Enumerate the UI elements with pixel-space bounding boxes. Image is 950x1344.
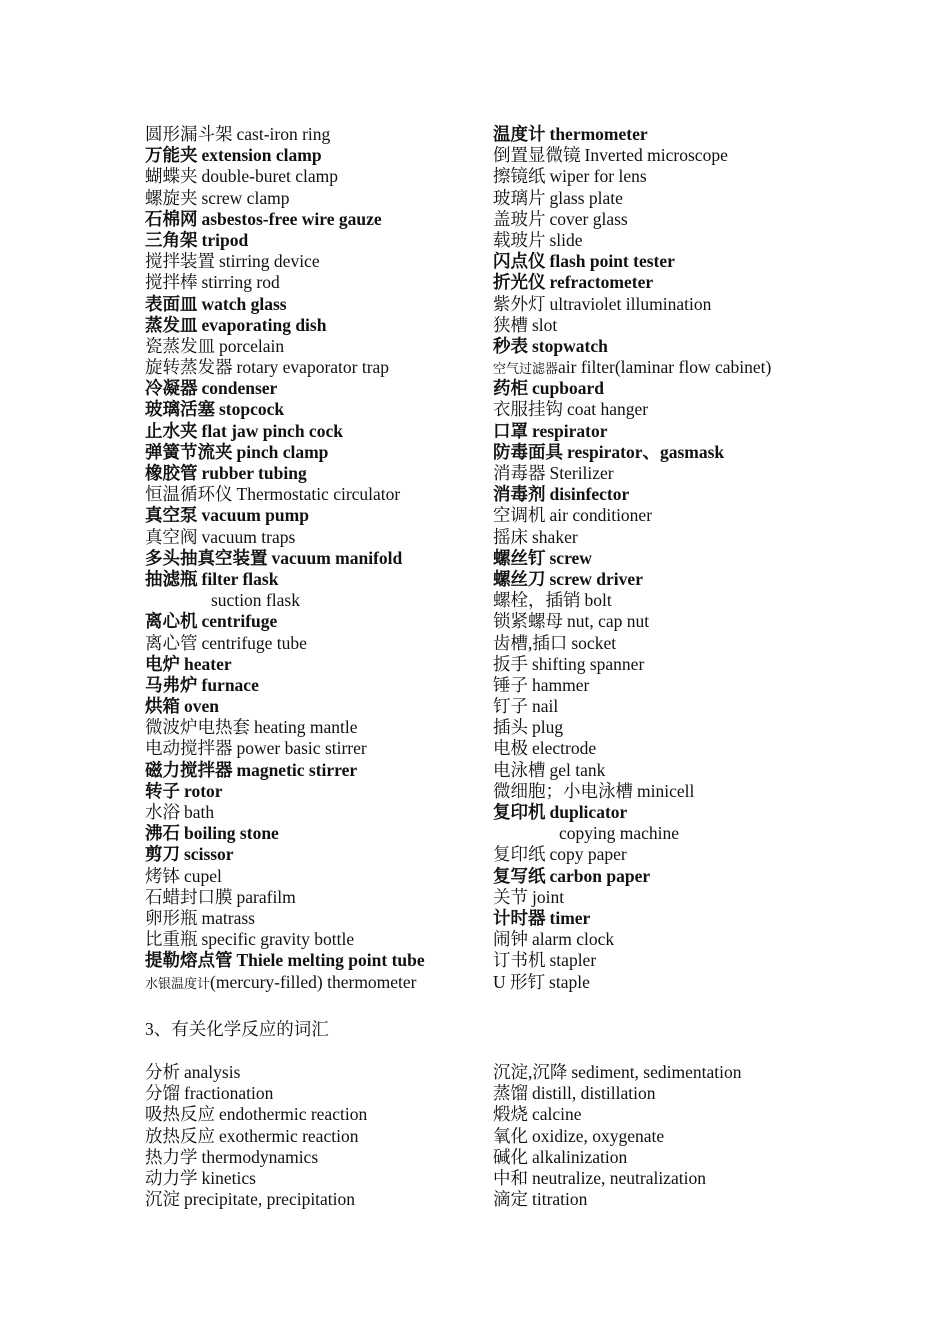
vocab-right-entry bbox=[493, 611, 913, 632]
entry-chinese-term: 玻璃片 bbox=[493, 187, 546, 208]
entry-chinese-term: 空气过滤器 bbox=[493, 361, 559, 377]
entry-english-term: extension clamp bbox=[201, 145, 322, 166]
entry-english-term: centrifuge bbox=[201, 611, 278, 632]
entry-english-term: scissor bbox=[184, 844, 234, 865]
entry-english-term: shifting spanner bbox=[532, 653, 645, 674]
vocab-right-entry bbox=[493, 717, 913, 738]
entry-chinese-term: 防毒面具 bbox=[493, 441, 563, 462]
entry-chinese-term: 搅拌装置 bbox=[145, 251, 215, 272]
entry-english-term: stopwatch bbox=[532, 335, 608, 356]
entry-english-term: flat jaw pinch cock bbox=[201, 420, 343, 441]
vocab-left-entry bbox=[145, 696, 485, 717]
vocab-right-entry bbox=[493, 145, 913, 166]
entry-chinese-term: 关节 bbox=[493, 886, 528, 907]
entry-chinese-term: 沉淀 bbox=[145, 1189, 180, 1210]
vocab-right-entry bbox=[493, 272, 913, 293]
entry-chinese-term: 热力学 bbox=[145, 1146, 198, 1167]
vocab-left-entry bbox=[145, 251, 485, 272]
entry-chinese-term: 真空阀 bbox=[145, 526, 198, 547]
vocab-left-entry bbox=[145, 866, 485, 887]
entry-english-term: Sterilizer bbox=[549, 463, 614, 483]
entry-english-term: cupboard bbox=[532, 378, 604, 399]
entry-english-term: neutralize, neutralization bbox=[532, 1167, 706, 1188]
entry-chinese-term: 石棉网 bbox=[145, 208, 198, 229]
entry-english-term: air conditioner bbox=[549, 505, 653, 526]
entry-english-term: copy paper bbox=[549, 844, 627, 865]
entry-english-term: sediment, sedimentation bbox=[571, 1062, 742, 1082]
entry-english-term: oven bbox=[184, 696, 219, 717]
vocab-column-left bbox=[145, 124, 485, 993]
entry-english-term: shaker bbox=[532, 526, 578, 547]
entry-english-term: timer bbox=[549, 907, 591, 928]
entry-chinese-term: 氧化 bbox=[493, 1125, 528, 1146]
vocab-left-entry bbox=[145, 569, 485, 590]
entry-english-term: stopcock bbox=[219, 399, 285, 420]
entry-chinese-term: 钉子 bbox=[493, 696, 528, 717]
entry-english-term: (mercury-filled) thermometer bbox=[210, 971, 417, 992]
entry-english-term: Thermostatic circulator bbox=[236, 484, 401, 505]
entry-english-term: cupel bbox=[184, 865, 222, 886]
vocab-right-entry bbox=[493, 590, 913, 611]
entry-english-term: stirring rod bbox=[201, 272, 280, 293]
entry-english-term: ultraviolet illumination bbox=[549, 293, 712, 314]
entry-english-term: joint bbox=[532, 886, 565, 907]
reaction-right-entry bbox=[493, 1147, 913, 1168]
entry-chinese-term: 剪刀 bbox=[145, 844, 180, 865]
entry-english-term: duplicator bbox=[549, 802, 628, 822]
entry-english-term: wiper for lens bbox=[549, 166, 647, 187]
entry-chinese-term: 马弗炉 bbox=[145, 674, 198, 695]
entry-chinese-term: 表面皿 bbox=[145, 293, 198, 314]
entry-chinese-term: 微细胞；小电泳槽 bbox=[493, 780, 633, 801]
vocab-right-entry bbox=[493, 972, 913, 993]
vocab-left-entry bbox=[145, 145, 485, 166]
entry-english-term: oxidize, oxygenate bbox=[532, 1125, 665, 1146]
vocab-left-entry bbox=[145, 399, 485, 420]
vocab-left-entry bbox=[145, 527, 485, 548]
entry-chinese-term: 锁紧螺母 bbox=[493, 611, 563, 632]
vocab-left-entry bbox=[145, 336, 485, 357]
reaction-column-left bbox=[145, 1062, 485, 1210]
vocab-right-entry bbox=[493, 823, 913, 844]
vocab-left-entry bbox=[145, 272, 485, 293]
vocab-left-entry bbox=[145, 781, 485, 802]
entry-chinese-term: 吸热反应 bbox=[145, 1104, 215, 1125]
entry-chinese-term: 复写纸 bbox=[493, 865, 546, 886]
entry-chinese-term: 闪点仪 bbox=[493, 251, 546, 272]
vocab-left-entry bbox=[145, 972, 485, 993]
entry-english-term: air filter(laminar flow cabinet) bbox=[558, 357, 772, 378]
entry-chinese-term: 抽滤瓶 bbox=[145, 568, 198, 589]
entry-chinese-term: 卵形瓶 bbox=[145, 907, 198, 928]
entry-english-term: cover glass bbox=[549, 208, 628, 229]
vocab-left-entry bbox=[145, 442, 485, 463]
reaction-left-entry bbox=[145, 1168, 485, 1189]
entry-chinese-term: 橡胶管 bbox=[145, 463, 198, 483]
vocab-right-entry bbox=[493, 484, 913, 505]
reaction-left-entry bbox=[145, 1147, 485, 1168]
vocab-left-entry bbox=[145, 378, 485, 399]
vocab-right-entry bbox=[493, 442, 913, 463]
vocab-left-entry bbox=[145, 760, 485, 781]
entry-english-term: Thiele melting point tube bbox=[236, 950, 425, 971]
vocab-right-entry bbox=[493, 294, 913, 315]
entry-chinese-term: 分馏 bbox=[145, 1083, 180, 1104]
entry-chinese-term: 电极 bbox=[493, 738, 528, 759]
reaction-right-entry bbox=[493, 1104, 913, 1125]
entry-chinese-term: 螺栓，插销 bbox=[493, 590, 581, 611]
vocab-right-entry bbox=[493, 844, 913, 865]
entry-english-term: screw driver bbox=[549, 568, 643, 589]
entry-english-term: flash point tester bbox=[549, 251, 675, 272]
reaction-left-entry bbox=[145, 1062, 485, 1083]
entry-chinese-term: 转子 bbox=[145, 780, 180, 801]
entry-chinese-term: 扳手 bbox=[493, 653, 528, 674]
entry-english-term: minicell bbox=[637, 780, 695, 801]
vocab-left-entry bbox=[145, 654, 485, 675]
entry-chinese-term: 锤子 bbox=[493, 674, 528, 695]
entry-chinese-term: 折光仪 bbox=[493, 272, 546, 293]
vocab-left-entry bbox=[145, 950, 485, 971]
entry-chinese-term: 复印机 bbox=[493, 802, 546, 822]
entry-chinese-term: 电炉 bbox=[145, 653, 180, 674]
entry-english-term: centrifuge tube bbox=[201, 632, 307, 653]
entry-english-term: hammer bbox=[532, 674, 590, 695]
entry-chinese-term: 水银温度计 bbox=[145, 975, 211, 991]
entry-chinese-term: 旋转蒸发器 bbox=[145, 357, 233, 378]
entry-english-term: vacuum traps bbox=[201, 526, 296, 547]
entry-english-term: nut, cap nut bbox=[567, 611, 650, 632]
vocab-left-entry bbox=[145, 929, 485, 950]
entry-english-term: tripod bbox=[201, 229, 249, 250]
entry-english-term: watch glass bbox=[201, 293, 287, 314]
entry-english-term: specific gravity bottle bbox=[201, 929, 355, 950]
entry-english-term: furnace bbox=[201, 674, 259, 695]
entry-chinese-term: 瓷蒸发皿 bbox=[145, 335, 215, 356]
vocab-right-entry bbox=[493, 527, 913, 548]
entry-english-term: copying machine bbox=[559, 823, 680, 844]
vocab-left-entry bbox=[145, 908, 485, 929]
entry-chinese-term: 恒温循环仪 bbox=[145, 484, 233, 505]
entry-english-term: rotor bbox=[184, 780, 223, 801]
vocab-left-entry bbox=[145, 357, 485, 378]
vocab-left-entry bbox=[145, 505, 485, 526]
entry-chinese-term: 螺丝刀 bbox=[493, 568, 546, 589]
vocab-right-entry bbox=[493, 315, 913, 336]
vocab-left-entry bbox=[145, 611, 485, 632]
entry-english-term: titration bbox=[532, 1189, 588, 1210]
reaction-left-entry bbox=[145, 1126, 485, 1147]
entry-chinese-term: 电动搅拌器 bbox=[145, 738, 233, 759]
entry-chinese-term: 滴定 bbox=[493, 1189, 528, 1210]
entry-chinese-term: 微波炉电热套 bbox=[145, 717, 250, 738]
entry-chinese-term: 放热反应 bbox=[145, 1125, 215, 1146]
vocab-right-entry bbox=[493, 357, 913, 378]
entry-english-term: heating mantle bbox=[254, 717, 358, 738]
entry-english-term: boiling stone bbox=[184, 823, 279, 844]
entry-chinese-term: 煅烧 bbox=[493, 1104, 528, 1125]
entry-chinese-term: 离心管 bbox=[145, 632, 198, 653]
entry-chinese-term: 闹钟 bbox=[493, 929, 528, 950]
vocab-right-entry bbox=[493, 696, 913, 717]
entry-chinese-term: 多头抽真空装置 bbox=[145, 547, 268, 568]
entry-chinese-term: 中和 bbox=[493, 1167, 528, 1188]
entry-english-term: kinetics bbox=[201, 1167, 256, 1188]
entry-english-term: matrass bbox=[201, 907, 255, 928]
entry-english-term: power basic stirrer bbox=[236, 738, 367, 759]
entry-chinese-term: 沉淀,沉降 bbox=[493, 1062, 568, 1082]
entry-chinese-term: 消毒器 bbox=[493, 463, 546, 483]
entry-chinese-term: 冷凝器 bbox=[145, 378, 198, 399]
entry-chinese-term: 空调机 bbox=[493, 505, 546, 526]
entry-chinese-term: 狭槽 bbox=[493, 314, 528, 335]
entry-chinese-term: 玻璃活塞 bbox=[145, 399, 215, 420]
vocab-left-entry bbox=[145, 633, 485, 654]
vocab-right-entry bbox=[493, 166, 913, 187]
entry-english-term: respirator bbox=[532, 420, 608, 441]
entry-chinese-term: 倒置显微镜 bbox=[493, 145, 581, 166]
entry-english-term: magnetic stirrer bbox=[236, 759, 358, 780]
entry-english-term: pinch clamp bbox=[236, 441, 329, 462]
vocab-right-entry bbox=[493, 569, 913, 590]
entry-english-term: precipitate, precipitation bbox=[184, 1189, 356, 1210]
entry-english-term: evaporating dish bbox=[201, 314, 327, 335]
vocab-right-entry bbox=[493, 633, 913, 654]
vocab-left-entry bbox=[145, 463, 485, 484]
vocab-left-entry bbox=[145, 421, 485, 442]
vocab-left-entry bbox=[145, 188, 485, 209]
entry-english-term: endothermic reaction bbox=[219, 1104, 368, 1125]
vocab-right-entry bbox=[493, 463, 913, 484]
entry-english-term: bath bbox=[184, 802, 215, 822]
vocab-right-entry bbox=[493, 929, 913, 950]
entry-english-term: glass plate bbox=[549, 187, 623, 208]
vocab-right-entry bbox=[493, 421, 913, 442]
entry-chinese-term: 圆形漏斗架 bbox=[145, 124, 233, 144]
vocab-left-entry bbox=[145, 675, 485, 696]
vocab-left-entry bbox=[145, 590, 485, 611]
entry-english-term: calcine bbox=[532, 1104, 582, 1125]
reaction-left-entry bbox=[145, 1083, 485, 1104]
entry-english-term: stirring device bbox=[219, 251, 320, 272]
entry-chinese-term: 紫外灯 bbox=[493, 293, 546, 314]
entry-chinese-term: 载玻片 bbox=[493, 229, 546, 250]
vocab-left-entry bbox=[145, 124, 485, 145]
entry-english-term: electrode bbox=[532, 738, 597, 759]
reaction-right-entry bbox=[493, 1126, 913, 1147]
vocab-right-entry bbox=[493, 399, 913, 420]
vocab-right-entry bbox=[493, 124, 913, 145]
entry-english-term: slot bbox=[532, 314, 558, 335]
entry-chinese-term: 口罩 bbox=[493, 420, 528, 441]
entry-english-term: disinfector bbox=[549, 484, 630, 505]
vocab-left-entry bbox=[145, 315, 485, 336]
entry-english-term: Inverted microscope bbox=[584, 145, 728, 166]
vocab-left-entry bbox=[145, 484, 485, 505]
entry-english-term: filter flask bbox=[201, 568, 279, 589]
entry-english-term: screw clamp bbox=[201, 187, 290, 208]
entry-chinese-term: 蝴蝶夹 bbox=[145, 166, 198, 187]
entry-chinese-term: 提勒熔点管 bbox=[145, 950, 233, 971]
reaction-column-right bbox=[493, 1062, 913, 1210]
entry-chinese-term: 万能夹 bbox=[145, 145, 198, 166]
entry-english-term: slide bbox=[549, 229, 583, 250]
entry-english-term: nail bbox=[532, 696, 559, 717]
entry-english-term: vacuum pump bbox=[201, 505, 309, 526]
entry-chinese-term: 蒸发皿 bbox=[145, 314, 198, 335]
entry-english-term: screw bbox=[549, 547, 592, 568]
vocab-right-entry bbox=[493, 209, 913, 230]
vocab-right-entry bbox=[493, 887, 913, 908]
entry-chinese-term: 分析 bbox=[145, 1062, 180, 1082]
reaction-left-entry bbox=[145, 1104, 485, 1125]
entry-chinese-term: 摇床 bbox=[493, 526, 528, 547]
entry-chinese-term: 比重瓶 bbox=[145, 929, 198, 950]
entry-chinese-term: 烘箱 bbox=[145, 696, 180, 717]
vocab-right-entry bbox=[493, 505, 913, 526]
entry-chinese-term: 螺旋夹 bbox=[145, 187, 198, 208]
entry-english-term: coat hanger bbox=[567, 399, 649, 420]
entry-chinese-term: 弹簧节流夹 bbox=[145, 441, 233, 462]
reaction-right-entry bbox=[493, 1062, 913, 1083]
entry-chinese-term: 擦镜纸 bbox=[493, 166, 546, 187]
vocab-left-entry bbox=[145, 294, 485, 315]
vocab-right-entry bbox=[493, 378, 913, 399]
vocab-left-entry bbox=[145, 166, 485, 187]
entry-chinese-term: 温度计 bbox=[493, 124, 546, 144]
vocab-left-entry bbox=[145, 887, 485, 908]
entry-chinese-term: 三角架 bbox=[145, 229, 198, 250]
entry-chinese-term: 石蜡封口膜 bbox=[145, 886, 233, 907]
entry-english-term: respirator、gasmask bbox=[567, 441, 725, 462]
vocab-left-entry bbox=[145, 823, 485, 844]
entry-english-term: staple bbox=[549, 971, 590, 992]
entry-english-term: exothermic reaction bbox=[219, 1125, 359, 1146]
vocab-right-entry bbox=[493, 230, 913, 251]
entry-english-term: vacuum manifold bbox=[271, 547, 403, 568]
entry-chinese-term: 蒸馏 bbox=[493, 1083, 528, 1104]
entry-english-term: thermodynamics bbox=[201, 1146, 319, 1167]
reaction-right-entry bbox=[493, 1168, 913, 1189]
entry-english-term: rotary evaporator trap bbox=[236, 357, 390, 378]
entry-english-term: suction flask bbox=[211, 590, 300, 611]
vocab-left-entry bbox=[145, 230, 485, 251]
vocab-left-entry bbox=[145, 717, 485, 738]
vocab-right-entry bbox=[493, 675, 913, 696]
vocab-right-entry bbox=[493, 802, 913, 823]
reaction-right-entry bbox=[493, 1189, 913, 1210]
reaction-right-entry bbox=[493, 1083, 913, 1104]
entry-english-term: condenser bbox=[201, 378, 278, 399]
entry-english-term: asbestos-free wire gauze bbox=[201, 208, 382, 229]
entry-english-term: alarm clock bbox=[532, 929, 615, 950]
entry-chinese-term: 动力学 bbox=[145, 1167, 198, 1188]
vocab-right-entry bbox=[493, 654, 913, 675]
entry-english-term: alkalinization bbox=[532, 1146, 628, 1167]
entry-chinese-term: 插头 bbox=[493, 717, 528, 738]
vocab-left-entry bbox=[145, 738, 485, 759]
vocab-right-entry bbox=[493, 781, 913, 802]
entry-english-term: rubber tubing bbox=[201, 463, 307, 483]
entry-english-term: double-buret clamp bbox=[201, 166, 339, 187]
vocab-right-entry bbox=[493, 548, 913, 569]
entry-chinese-term: 水浴 bbox=[145, 802, 180, 822]
entry-chinese-term: 订书机 bbox=[493, 950, 546, 971]
entry-chinese-term: 碱化 bbox=[493, 1146, 528, 1167]
entry-chinese-term: 齿槽,插口 bbox=[493, 632, 568, 653]
entry-english-term: distill, distillation bbox=[532, 1083, 656, 1104]
entry-english-term: stapler bbox=[549, 950, 597, 971]
entry-english-term: fractionation bbox=[184, 1083, 274, 1104]
entry-chinese-term: 复印纸 bbox=[493, 844, 546, 865]
entry-chinese-term: 盖玻片 bbox=[493, 208, 546, 229]
vocab-right-entry bbox=[493, 188, 913, 209]
entry-chinese-term: 药柜 bbox=[493, 378, 528, 399]
entry-english-term: refractometer bbox=[549, 272, 654, 293]
entry-english-term: socket bbox=[571, 632, 617, 653]
section-heading: 3、有关化学反应的词汇 bbox=[145, 1019, 329, 1039]
entry-chinese-term: 烤钵 bbox=[145, 865, 180, 886]
entry-chinese-term: 电泳槽 bbox=[493, 759, 546, 780]
entry-english-term: gel tank bbox=[549, 759, 606, 780]
entry-chinese-term: 消毒剂 bbox=[493, 484, 546, 505]
entry-english-term: bolt bbox=[584, 590, 612, 611]
entry-chinese-term: 计时器 bbox=[493, 907, 546, 928]
entry-english-term: cast-iron ring bbox=[236, 124, 331, 144]
entry-english-term: parafilm bbox=[236, 886, 296, 907]
vocab-right-entry bbox=[493, 251, 913, 272]
reaction-left-entry bbox=[145, 1189, 485, 1210]
entry-english-term: porcelain bbox=[219, 335, 285, 356]
entry-chinese-term: 沸石 bbox=[145, 823, 180, 844]
vocab-left-entry bbox=[145, 802, 485, 823]
vocab-right-entry bbox=[493, 908, 913, 929]
entry-chinese-term: 止水夹 bbox=[145, 420, 198, 441]
vocab-right-entry bbox=[493, 760, 913, 781]
entry-chinese-term: 真空泵 bbox=[145, 505, 198, 526]
entry-chinese-term: 螺丝钉 bbox=[493, 547, 546, 568]
entry-chinese-term: U 形钉 bbox=[493, 971, 546, 992]
entry-chinese-term: 搅拌棒 bbox=[145, 272, 198, 293]
vocab-left-entry bbox=[145, 209, 485, 230]
vocab-left-entry bbox=[145, 548, 485, 569]
entry-english-term: plug bbox=[532, 717, 564, 738]
entry-chinese-term: 离心机 bbox=[145, 611, 198, 632]
entry-english-term: thermometer bbox=[549, 124, 648, 144]
vocab-column-right bbox=[493, 124, 913, 993]
entry-english-term: heater bbox=[184, 653, 232, 674]
entry-chinese-term: 衣服挂钩 bbox=[493, 399, 563, 420]
vocab-right-entry bbox=[493, 738, 913, 759]
entry-english-term: carbon paper bbox=[549, 865, 651, 886]
entry-chinese-term: 秒表 bbox=[493, 335, 528, 356]
entry-chinese-term: 磁力搅拌器 bbox=[145, 759, 233, 780]
vocab-right-entry bbox=[493, 866, 913, 887]
vocab-right-entry bbox=[493, 336, 913, 357]
entry-english-term: analysis bbox=[184, 1062, 241, 1082]
vocab-left-entry bbox=[145, 844, 485, 865]
vocab-right-entry bbox=[493, 950, 913, 971]
